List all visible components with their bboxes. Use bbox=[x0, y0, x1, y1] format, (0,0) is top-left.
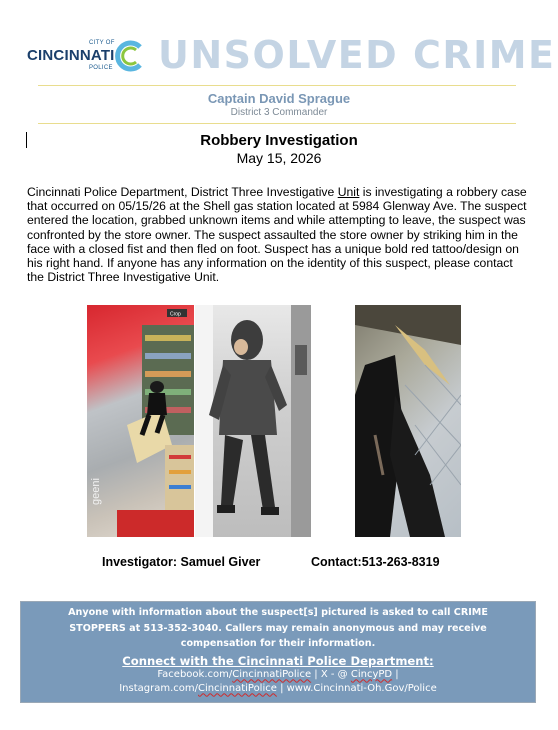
suspect-photo-1 bbox=[87, 305, 194, 537]
commander-name: Captain David Sprague bbox=[207, 91, 351, 106]
facebook-prefix: Facebook.com/ bbox=[157, 668, 233, 680]
instagram-prefix: Instagram.com/ bbox=[119, 682, 199, 694]
logo-police: POLICE bbox=[89, 65, 113, 71]
body-text-part1: Cincinnati Police Department, District Three Investigative bbox=[27, 185, 338, 199]
website-link[interactable]: | www.Cincinnati-Oh.Gov/Police bbox=[276, 682, 437, 694]
commander-title: District 3 Commander bbox=[230, 107, 328, 118]
body-text-part2: is investigating a robbery case that occurred on 05/15/26 at the Shell gas station located at 5984 Glenway Ave. The suspect entered the location, grabbed unknown items and while attempting to leave, the suspect was confronted by the store owner. The suspect assaulted the store owner by striking him in the face with a closed fist and then fled on foot. Suspect has a unique bold red tattoo/design on his right hand. If anyone has any information on the identity of this suspect, please contact the District Three Investigative Unit. bbox=[27, 185, 527, 285]
investigator-name: Investigator: Samuel Giver bbox=[102, 555, 261, 569]
suspect-photo-3 bbox=[355, 305, 461, 537]
case-description bbox=[27, 185, 532, 284]
logo-c-mark-icon bbox=[114, 39, 144, 73]
divider-bottom bbox=[38, 123, 516, 124]
connect-heading: Connect with the Cincinnati Police Department: bbox=[122, 653, 434, 668]
social-links-line1 bbox=[21, 668, 535, 682]
case-date: May 15, 2026 bbox=[236, 150, 322, 166]
social-links-line2 bbox=[21, 682, 535, 696]
divider-top bbox=[38, 85, 516, 86]
facebook-link[interactable]: CincinnatiPolice bbox=[232, 668, 312, 680]
logo-name: CINCINNATI bbox=[27, 47, 115, 64]
investigator-contact: Contact:513-263-8319 bbox=[311, 555, 440, 569]
camera-watermark: geeni bbox=[90, 478, 102, 505]
cpd-logo bbox=[27, 37, 145, 75]
x-link[interactable]: CincyPD bbox=[350, 668, 393, 680]
body-text-unit: Unit bbox=[337, 185, 360, 199]
headline-unsolved-crime: UNSOLVED CRIME bbox=[158, 33, 556, 77]
logo-city-of: CITY OF bbox=[89, 40, 115, 46]
hooded-suspect-image bbox=[195, 305, 311, 537]
suspect-photo-2 bbox=[195, 305, 311, 537]
store-interior-image bbox=[87, 305, 194, 537]
crime-stoppers-banner bbox=[20, 601, 536, 703]
photo-crop-badge: Crop bbox=[170, 311, 181, 318]
case-title: Robbery Investigation bbox=[200, 132, 358, 149]
x-suffix: | bbox=[392, 668, 399, 680]
instagram-link[interactable]: CincinnatiPolice bbox=[198, 682, 277, 694]
suspect-closeup-image bbox=[355, 305, 461, 537]
crime-stoppers-message: Anyone with information about the suspect[s] pictured is asked to call CRIME STOPPERS at 513-352-3040. Callers may remain anonymous and may receive compensation for their information. bbox=[68, 607, 488, 649]
x-prefix: | X - @ bbox=[311, 668, 351, 680]
